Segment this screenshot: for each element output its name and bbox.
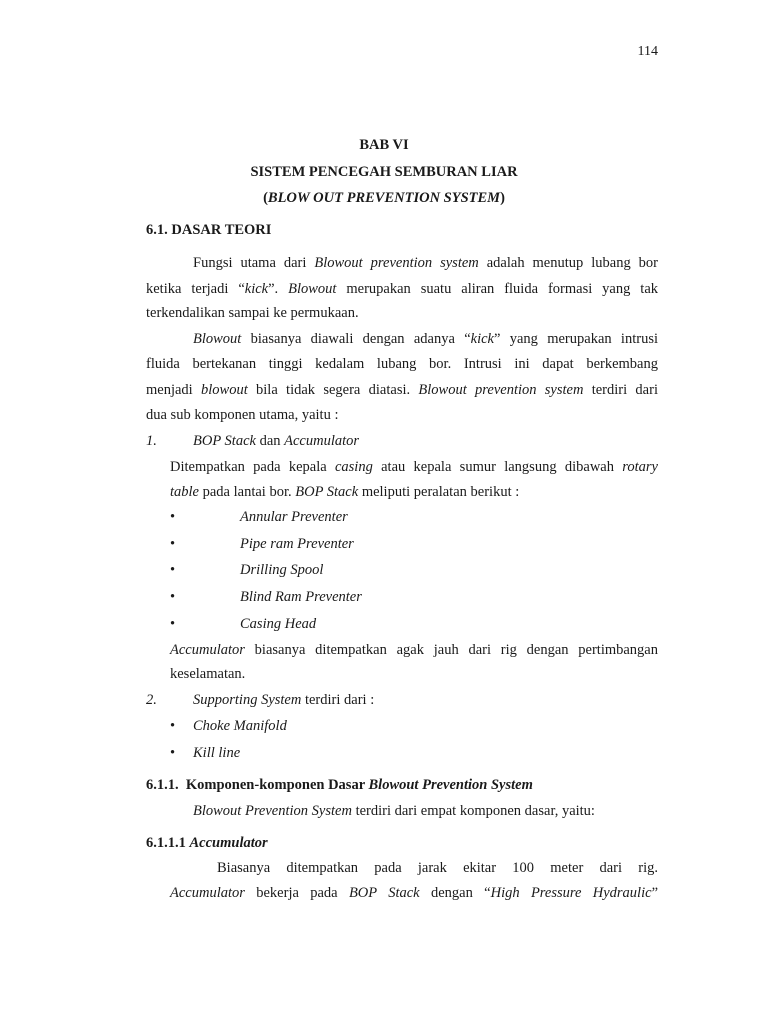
paragraph-2-line-1: Blowout biasanya diawali dengan adanya “kick” yang merupakan intrusi (193, 331, 658, 347)
paragraph-2-line-2: fluida bertekanan tinggi kedalam lubang bor. Intrusi ini dapat berkembang (146, 356, 658, 372)
paragraph-3: Blowout Prevention System terdiri dari empat komponen dasar, yaitu: (193, 803, 595, 819)
paragraph-1-line-2: ketika terjadi “kick”. Blowout merupakan suatu aliran fluida formasi yang tak (146, 281, 659, 297)
paragraph-2-line-4: dua sub komponen utama, yaitu : (146, 407, 339, 423)
page-number: 114 (637, 44, 658, 59)
section-heading-6-1-1-1: 6.1.1.1 Accumulator (146, 835, 268, 851)
supporting-list-item: Kill line (193, 745, 241, 761)
accumulator-note-line-1: Accumulator biasanya ditempatkan agak jauh dari rig dengan pertimbangan (170, 642, 658, 658)
paragraph-2-line-3: menjadi blowout bila tidak segera diatasi. Blowout prevention system terdiri dari (146, 382, 658, 398)
supporting-list-item: Choke Manifold (193, 718, 287, 734)
item-1-desc-line-1: Ditempatkan pada kepala casing atau kepala sumur langsung dibawah rotary (170, 459, 658, 475)
bullet-icon: • (170, 536, 176, 552)
list-item-1-label: BOP Stack dan Accumulator (193, 433, 360, 449)
bullet-icon: • (170, 509, 176, 525)
paragraph-4-line-2: Accumulator bekerja pada BOP Stack dengan “High Pressure Hydraulic” (170, 885, 658, 901)
chapter-label: BAB VI (359, 137, 409, 153)
bullet-icon: • (170, 745, 176, 761)
chapter-subtitle: (BLOW OUT PREVENTION SYSTEM) (263, 190, 505, 206)
section-heading-6-1: 6.1. DASAR TEORI (146, 222, 272, 238)
bullet-icon: • (170, 718, 176, 734)
bullet-icon: • (170, 589, 176, 605)
section-heading-6-1-1: 6.1.1. Komponen-komponen Dasar Blowout Prevention System (146, 777, 533, 793)
accumulator-note-line-2: keselamatan. (170, 666, 246, 682)
bop-list-item: Pipe ram Preventer (240, 536, 354, 552)
paragraph-4-line-1: Biasanya ditempatkan pada jarak ekitar 100 meter dari rig. (217, 860, 658, 876)
bop-list-item: Drilling Spool (240, 562, 324, 578)
bop-list-item: Annular Preventer (240, 509, 348, 525)
list-number-2: 2. (146, 692, 157, 708)
paragraph-1-line-3: terkendalikan sampai ke permukaan. (146, 305, 359, 321)
bullet-icon: • (170, 562, 176, 578)
list-item-2-label: Supporting System terdiri dari : (193, 692, 375, 708)
bullet-icon: • (170, 616, 176, 632)
chapter-title: SISTEM PENCEGAH SEMBURAN LIAR (250, 164, 518, 180)
paragraph-1-line-1: Fungsi utama dari Blowout prevention system adalah menutup lubang bor (193, 255, 658, 271)
item-1-desc-line-2: table pada lantai bor. BOP Stack meliputi peralatan berikut : (170, 484, 520, 500)
list-number-1: 1. (146, 433, 157, 449)
bop-list-item: Casing Head (240, 616, 317, 632)
bop-list-item: Blind Ram Preventer (240, 589, 362, 605)
